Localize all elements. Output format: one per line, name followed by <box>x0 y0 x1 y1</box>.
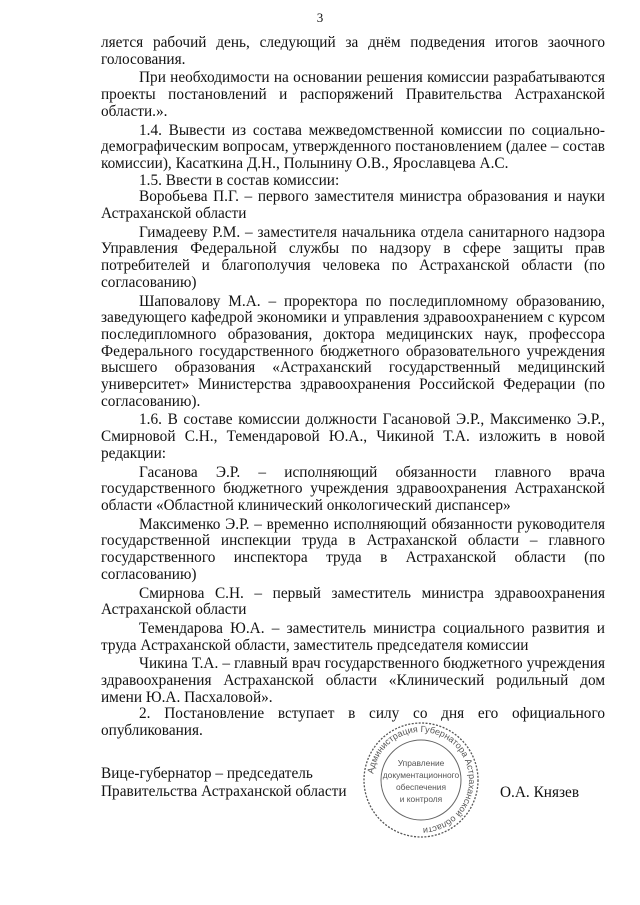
paragraph-member-vorobyev: Воробьева П.Г. – первого заместителя министра образования и науки Астраханской области <box>101 188 605 223</box>
paragraph-clause-1-5: 1.5. Ввести в состав комиссии: <box>139 171 340 189</box>
paragraph-member-temendarova: Темендарова Ю.А. – заместитель министра социального развития и труда Астраханской области, заместитель председателя комиссии <box>101 619 605 654</box>
signatory-title-line: Правительства Астраханской области <box>101 783 347 800</box>
paragraph-member-gimadeeva: Гимадееву Р.М. – заместителя начальника отдела санитарного надзора Управления Федеральной службы по надзору в сфере защиты прав потребителей и благополучия человека по Астраханской области (по согласованию) <box>101 223 605 291</box>
paragraph-clause-2: 2. Постановление вступает в силу со дня его официального опубликования. <box>101 705 605 740</box>
paragraph-member-smirnova: Смирнова С.Н. – первый заместитель министра здравоохранения Астраханской области <box>101 584 605 619</box>
paragraph-drafting: При необходимости на основании решения комиссии разрабатываются проекты постановлений и распоряжений Правительства Астраханской области.». <box>101 69 605 120</box>
official-seal-stamp <box>362 721 480 839</box>
signatory-position <box>101 765 347 801</box>
paragraph-member-chikina: Чикина Т.А. – главный врач государственного бюджетного учреждения здравоохранения Астраханской области «Клинический родильный дом имени Ю.А. Пасхаловой». <box>101 655 605 706</box>
paragraph-member-shapovalova: Шаповалову М.А. – проректора по последипломному образованию, заведующего кафедрой экономики и управления здравоохранением с курсом последипломного образования, доктора медицинских наук, профессора Федерального государственного бюджетного образовательного учреждения высшего образования «Астраханский государственный медицинский университет» Министерства здравоохранения Российской Федерации (по согласованию). <box>101 292 605 410</box>
paragraph-member-gasanova: Гасанова Э.Р. – исполняющий обязанности главного врача государственного бюджетного учреждения здравоохранения Астраханской области «Областной клинический онкологический диспансер» <box>101 463 605 514</box>
signatory-title-line: Вице-губернатор – председатель <box>101 765 313 782</box>
seal-ring-text: Администрация Губернатора Астраханской области <box>365 723 478 837</box>
page-number: 3 <box>316 10 324 25</box>
paragraph-voting-continuation: ляется рабочий день, следующий за днём подведения итогов заочного голосования. <box>101 34 605 68</box>
document-body <box>101 35 605 740</box>
seal-center-line: Управление <box>397 758 445 768</box>
seal-inner-ring <box>381 740 461 820</box>
seal-center-line: документационного <box>382 770 460 780</box>
seal-center-line: и контроля <box>399 794 443 804</box>
paragraph-clause-1-6: 1.6. В составе комиссии должности Гасановой Э.Р., Максименко Э.Р., Смирновой С.Н., Темендаровой Ю.А., Чикиной Т.А. изложить в новой редакции: <box>101 411 605 462</box>
seal-center-text <box>383 758 460 804</box>
signatory-name: О.А. Князев <box>500 784 580 801</box>
paragraph-clause-1-4: 1.4. Вывести из состава межведомственной комиссии по социально-демографическим вопросам, утвержденного постановлением (далее – состав комиссии), Касаткина Д.Н., Полынину О.В., Ярославцева А.С. <box>101 121 605 172</box>
seal-center-line: обеспечения <box>396 782 446 792</box>
paragraph-member-maksimenko: Максименко Э.Р. – временно исполняющий обязанности руководителя государственной инспекции труда в Астраханской области – главного государственного инспектора труда в Астраханской области (по согласованию) <box>101 515 605 583</box>
